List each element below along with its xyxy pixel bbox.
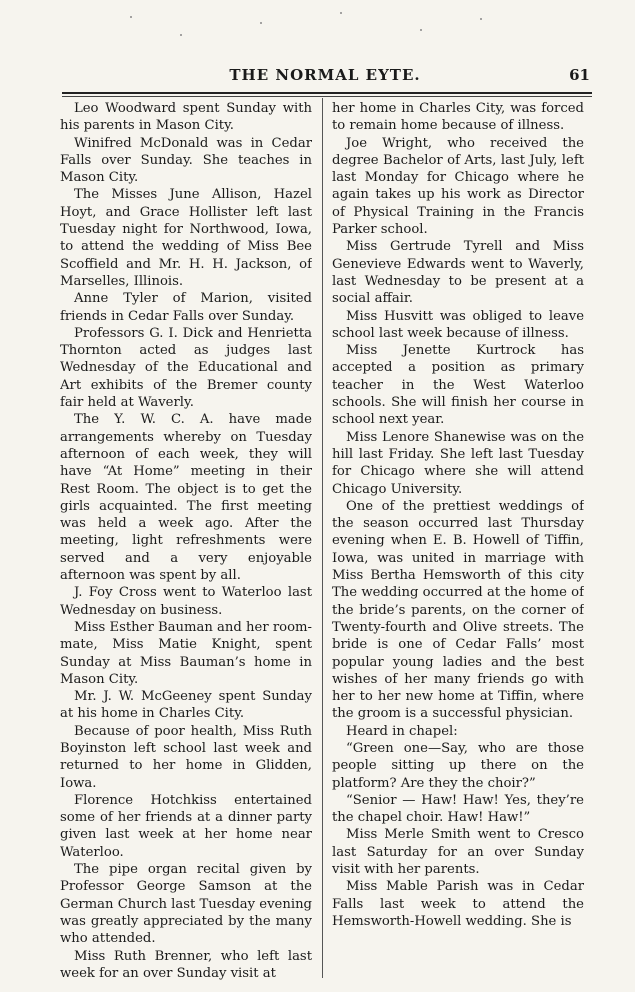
- news-item: Miss Gertrude Tyrell and Miss Genevieve Edwards went to Waverly, last Wednesday to be present at a social affair.: [332, 239, 584, 307]
- header-rule: [62, 92, 592, 94]
- news-item: Heard in chapel:: [346, 723, 458, 739]
- news-item: Miss Merle Smith went to Cresco last Saturday for an over Sunday visit with her parents.: [332, 827, 584, 878]
- news-item: her home in Charles City, was forced to remain home because of illness.: [332, 101, 584, 134]
- news-item: The Misses June Allison, Hazel Hoyt, and Grace Hollister left last Tuesday night for Northwood, Iowa, to attend the wedding of Miss Bee Scoffield and Mr. H. H. Jackson, of Marselles, Illinois.: [60, 187, 312, 289]
- column-divider: [322, 98, 323, 978]
- news-item: Miss Esther Bauman and her room-mate, Miss Matie Knight, spent Sunday at Miss Bauman’s home in Mason City.: [60, 619, 312, 687]
- news-item: Miss Husvitt was obliged to leave school last week because of illness.: [332, 308, 584, 341]
- news-item: Leo Woodward spent Sunday with his parents in Mason City.: [60, 101, 312, 134]
- news-item: Anne Tyler of Marion, visited friends in Cedar Falls over Sunday.: [60, 291, 312, 324]
- right-column: [332, 100, 584, 980]
- masthead-title: THE NORMAL EYTE.: [229, 66, 421, 84]
- news-item: Miss Jenette Kurtrock has accepted a position as primary teacher in the West Waterloo schools. She will finish her course in school next year.: [332, 343, 584, 428]
- left-column: [60, 100, 312, 980]
- news-item: “Green one—Say, who are those people sitting up there on the platform? Are they the choir?”: [332, 740, 584, 791]
- print-specks: [120, 4, 520, 54]
- news-item: The Y. W. C. A. have made arrangements whereby on Tuesday afternoon of each week, they will have “At Home” meeting in their Rest Room. The object is to get the girls acquainted. The first meeting was held a week ago. After the meeting, light refreshments were served and a very enjoyable afternoon was spent by all.: [60, 412, 312, 584]
- news-item: One of the prettiest weddings of the season occurred last Thursday evening when E. B. Howell of Tiffin, Iowa, was united in marriage with Miss Bertha Hemsworth of this city The wedding occurred at the home of the bride’s parents, on the corner of Twenty-fourth and Olive streets. The bride is one of Cedar Falls’ most popular young ladies and the best wishes of her many friends go with her to her new home at Tiffin, where the groom is a successful physician.: [332, 498, 584, 722]
- page-header: [60, 66, 590, 88]
- news-item: Winifred McDonald was in Cedar Falls over Sunday. She teaches in Mason City.: [60, 135, 312, 186]
- news-item: “Senior — Haw! Haw! Yes, they’re the chapel choir. Haw! Haw!”: [332, 792, 584, 826]
- news-item: Joe Wright, who received the degree Bachelor of Arts, last July, left last Monday for Chicago where he again takes up his work as Director of Physical Training in the Francis Parker school.: [332, 135, 584, 238]
- news-item: Miss Lenore Shanewise was on the hill last Friday. She left last Tuesday for Chicago where she will attend Chicago University.: [332, 429, 584, 497]
- news-item: Because of poor health, Miss Ruth Boyinston left school last week and returned to her home in Glidden, Iowa.: [60, 723, 312, 791]
- news-item: Florence Hotchkiss entertained some of her friends at a dinner party given last week at her home near Waterloo.: [60, 792, 312, 860]
- header-rule-thin: [62, 96, 592, 97]
- news-item: Miss Mable Parish was in Cedar Falls last week to attend the Hemsworth-Howell wedding. She is: [332, 879, 584, 929]
- page-number: 61: [569, 66, 590, 84]
- news-item: Professors G. I. Dick and Henrietta Thornton acted as judges last Wednesday of the Educational and Art exhibits of the Bremer county fair held at Waverly.: [60, 325, 312, 411]
- news-item: J. Foy Cross went to Waterloo last Wednesday on business.: [60, 585, 312, 618]
- news-item: Mr. J. W. McGeeney spent Sunday at his home in Charles City.: [60, 689, 312, 722]
- news-item: The pipe organ recital given by Professor George Samson at the German Church last Tuesday evening was greatly appreciated by the many who attended.: [60, 862, 312, 947]
- news-item: Miss Ruth Brenner, who left last week for an over Sunday visit at: [60, 948, 312, 980]
